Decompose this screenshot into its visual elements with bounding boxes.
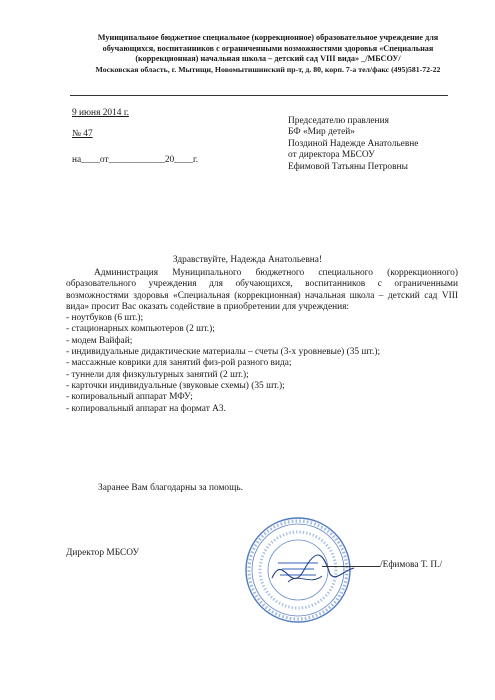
list-item: - массажные коврики для занятий физ-рой разного вида; [66,358,292,369]
list-item: - модем Вайфай; [66,335,133,346]
list-item: - индивидуальные дидактические материалы – счеты (3-х уровневые) (35 шт.); [66,347,381,358]
signature-line [322,558,442,570]
org-name-line-1: Муниципальное бюджетное специальное (коррекционное) образовательное учреждение для [97,33,439,42]
greeting: Здравствуйте, Надежда Анатольевна! [172,255,323,265]
org-name-line-3: (коррекционная) начальная школа – детский сад VIII вида» _/МБСОУ/ [135,54,401,64]
official-stamp-icon [232,512,372,632]
recipient-line-3: Поздиной Надежде Анатольевне [288,138,419,149]
signature-underline [322,558,380,567]
signatory-name: /Ефимова Т. П./ [380,560,443,570]
recipient-line-5: Ефимовой Татьяны Петровны [288,161,408,172]
recipient-line-1: Председателю правления [288,116,389,126]
list-item: - карточки индивидуальные (звуковые схемы) (35 шт.); [66,380,285,391]
signatory-position: Директор МБСОУ [66,548,140,558]
list-item: - ноутбуков (6 шт.); [66,313,144,324]
request-paragraph: Администрация Муниципального бюджетного специального (коррекционного) образовательного учреждения для обучающихся, воспитанников с ограниченными возможностями здоровья «Специальная (коррекционная) начальная школа – детский сад VIII вида» просит Вас оказать содействие в приобретении для учреждения: [66,268,458,312]
letter-date: 9 июня 2014 г. [72,108,129,118]
thanks-line: Заранее Вам благодарны за помощь. [98,483,243,493]
org-name-line-2: обучающихся, воспитанников с ограниченными возможностями здоровья «Специальная [102,43,434,53]
reference-line: на____от____________20____г. [72,155,199,165]
list-item: - копировальный аппарат на формат А3. [66,403,226,414]
letter-body [66,268,458,415]
letter-number: № 47 [72,129,93,139]
org-address: Московская область, г. Мытищи, Новомытишинский пр-т, д. 80, корп. 7-а тел/факс (495)581-72-22 [95,64,441,74]
list-item: - копировальный аппарат МФУ; [66,392,193,403]
request-list [66,313,458,415]
header-divider [70,95,448,96]
list-item: - стационарных компьютеров (2 шт.); [66,324,215,335]
recipient-line-2: БФ «Мир детей» [288,127,355,138]
recipient-block [288,116,478,173]
list-item: - туннели для физкультурных занятий (2 шт.); [66,369,249,380]
letterhead [78,33,458,75]
recipient-line-4: от директора МБСОУ [288,150,375,161]
